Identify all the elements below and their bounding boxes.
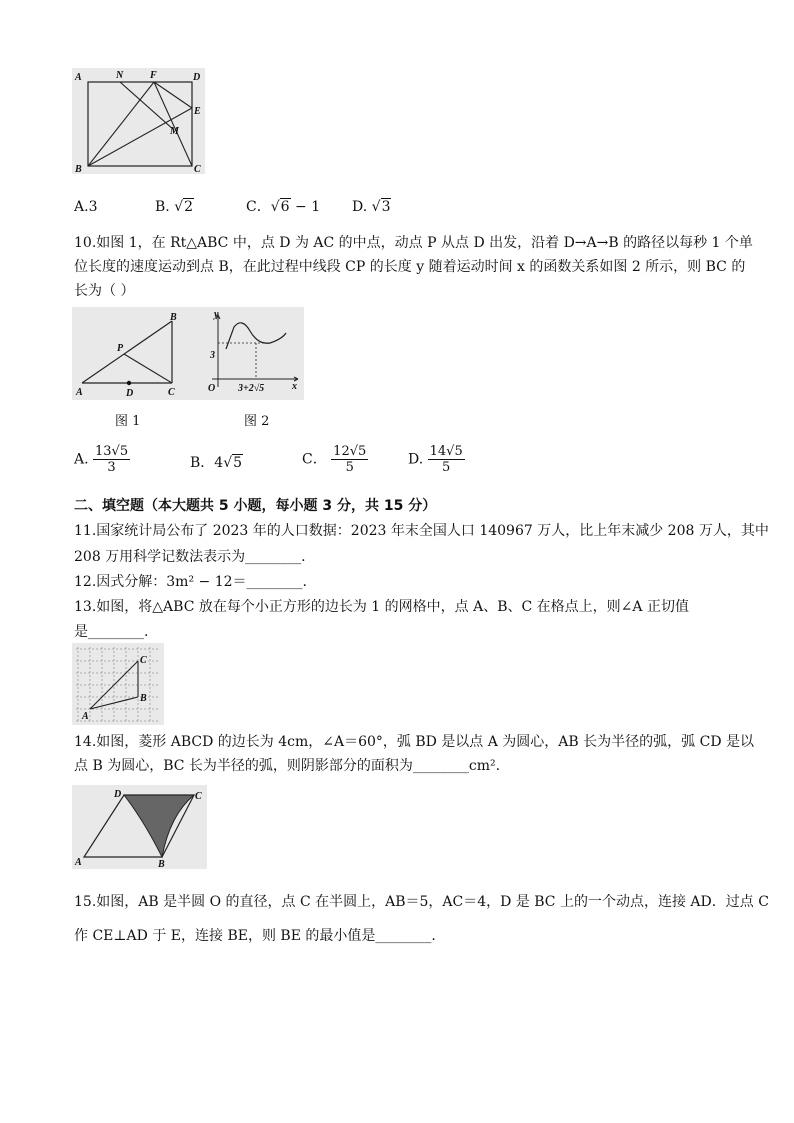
label-a: A [75,72,82,83]
option-letter: D. [352,199,368,215]
label-b: B [158,859,165,869]
q10-line2: 位长度的速度运动到点 B，在此过程中线段 CP 的长度 y 随着运动时间 x 的函数关系如图 2 所示，则 BC 的 [74,259,746,275]
figure-caption-2: 图 2 [244,414,270,429]
label-b: B [140,693,147,704]
q10-figure-2 [186,307,304,400]
label-a: A [76,387,83,398]
q13-grid-figure [72,643,164,725]
fraction [331,444,368,475]
label-d: D [114,789,122,800]
q11-line1: 11.国家统计局公布了 2023 年的人口数据：2023 年末全国人口 140967 万人，比上年末减少 208 万人，其中 [74,523,769,539]
q14-line2: 点 B 为圆心，BC 长为半径的弧，则阴影部分的面积为________cm². [74,758,501,774]
q10-option-c [302,444,368,475]
fraction [428,444,465,475]
label-b: B [170,312,177,323]
q15-line2: 作 CE⊥AD 于 E，连接 BE，则 BE 的最小值是________. [74,928,436,944]
q9-option-b: B. √2 [155,199,194,215]
segment-ab [82,321,172,383]
label-origin: O [208,383,216,394]
label-d: D [193,72,201,83]
segment-pc [124,354,172,383]
label-c: C [195,791,202,802]
label-three: 3 [210,350,215,361]
label-x-mark: 3+2√5 [238,383,265,394]
section-heading: 二、填空题（本大题共 5 小题，每小题 3 分，共 15 分） [74,498,437,514]
segment-be [88,108,192,166]
numerator: 12√5 [333,444,367,459]
label-c: C [168,387,175,398]
label-a: A [82,711,89,722]
option-letter: B. [155,199,170,215]
q10-option-d [408,444,465,475]
denominator: 5 [345,460,354,475]
label-d: D [126,388,134,399]
q10-line1: 10.如图 1，在 Rt△ABC 中，点 D 为 AC 的中点，动点 P 从点 D 出发，沿着 D→A→B 的路径以每秒 1 个单 [74,235,753,251]
segment-nm [120,82,174,130]
q14-line1: 14.如图，菱形 ABCD 的边长为 4cm，∠A＝60°，弧 BD 是以点 A 为圆心，AB 长为半径的弧，弧 CD 是以 [74,734,754,750]
shaded-region [124,795,194,857]
label-f: F [150,70,157,81]
label-y: y [214,309,219,320]
label-a: A [75,857,82,868]
segment-bf [88,82,154,166]
option-letter: C． [246,199,271,215]
label-e: E [194,106,201,117]
denominator: 5 [442,460,451,475]
rectangle-abcd [88,82,192,166]
option-radicand: 5 [233,455,243,471]
q9-figure [72,68,205,174]
q9-option-d: D. √3 [352,199,391,215]
label-x: x [292,381,297,392]
option-letter: D. [408,451,424,468]
figure-caption-1: 图 1 [115,414,141,429]
option-letter: A. [74,199,89,215]
q10-option-b: B．4√5 [190,455,243,471]
option-letter: A. [74,451,89,468]
q14-rhombus-figure [72,785,207,869]
q10-line3: 长为（ ） [74,283,135,299]
q10-function-graph [186,307,304,400]
option-radicand: 3 [381,199,391,215]
q9-diagram [72,68,205,174]
label-b: B [75,164,82,174]
option-letter: B． [190,455,215,471]
function-curve [226,323,286,349]
option-letter: C． [302,451,327,468]
q13-grid-diagram [72,643,164,725]
q13-line1: 13.如图，将△ABC 放在每个小正方形的边长为 1 的网格中，点 A、B、C 在格点上，则∠A 正切值 [74,599,689,615]
option-suffix: − 1 [290,199,321,215]
numerator: 14√5 [429,444,463,459]
label-n: N [116,70,124,81]
point-d [127,381,131,385]
q12-line1: 12.因式分解：3m² − 12＝________. [74,574,307,590]
option-coefficient: 4 [214,455,224,471]
q10-option-a [74,444,130,475]
option-value: 3 [88,199,98,215]
q10-triangle-diagram [72,307,186,400]
denominator: 3 [107,460,116,475]
numerator: 13√5 [95,444,129,459]
q13-line2: 是________. [74,624,149,640]
option-radicand: 6 [280,199,290,215]
fraction [93,444,130,475]
label-p: P [117,343,124,354]
label-c: C [194,164,201,174]
label-m: M [170,126,179,137]
q11-line2: 208 万用科学记数法表示为________. [74,549,306,565]
label-c: C [140,655,147,666]
q10-figure-1 [72,307,186,400]
q15-line1: 15.如图，AB 是半圆 O 的直径，点 C 在半圆上，AB＝5，AC＝4，D 是 BC 上的一个动点，连接 AD．过点 C [74,894,769,910]
q14-rhombus-diagram [72,785,207,869]
q9-option-c: C．√6 − 1 [246,199,321,215]
option-radicand: 2 [184,199,194,215]
q9-option-a [74,198,97,216]
